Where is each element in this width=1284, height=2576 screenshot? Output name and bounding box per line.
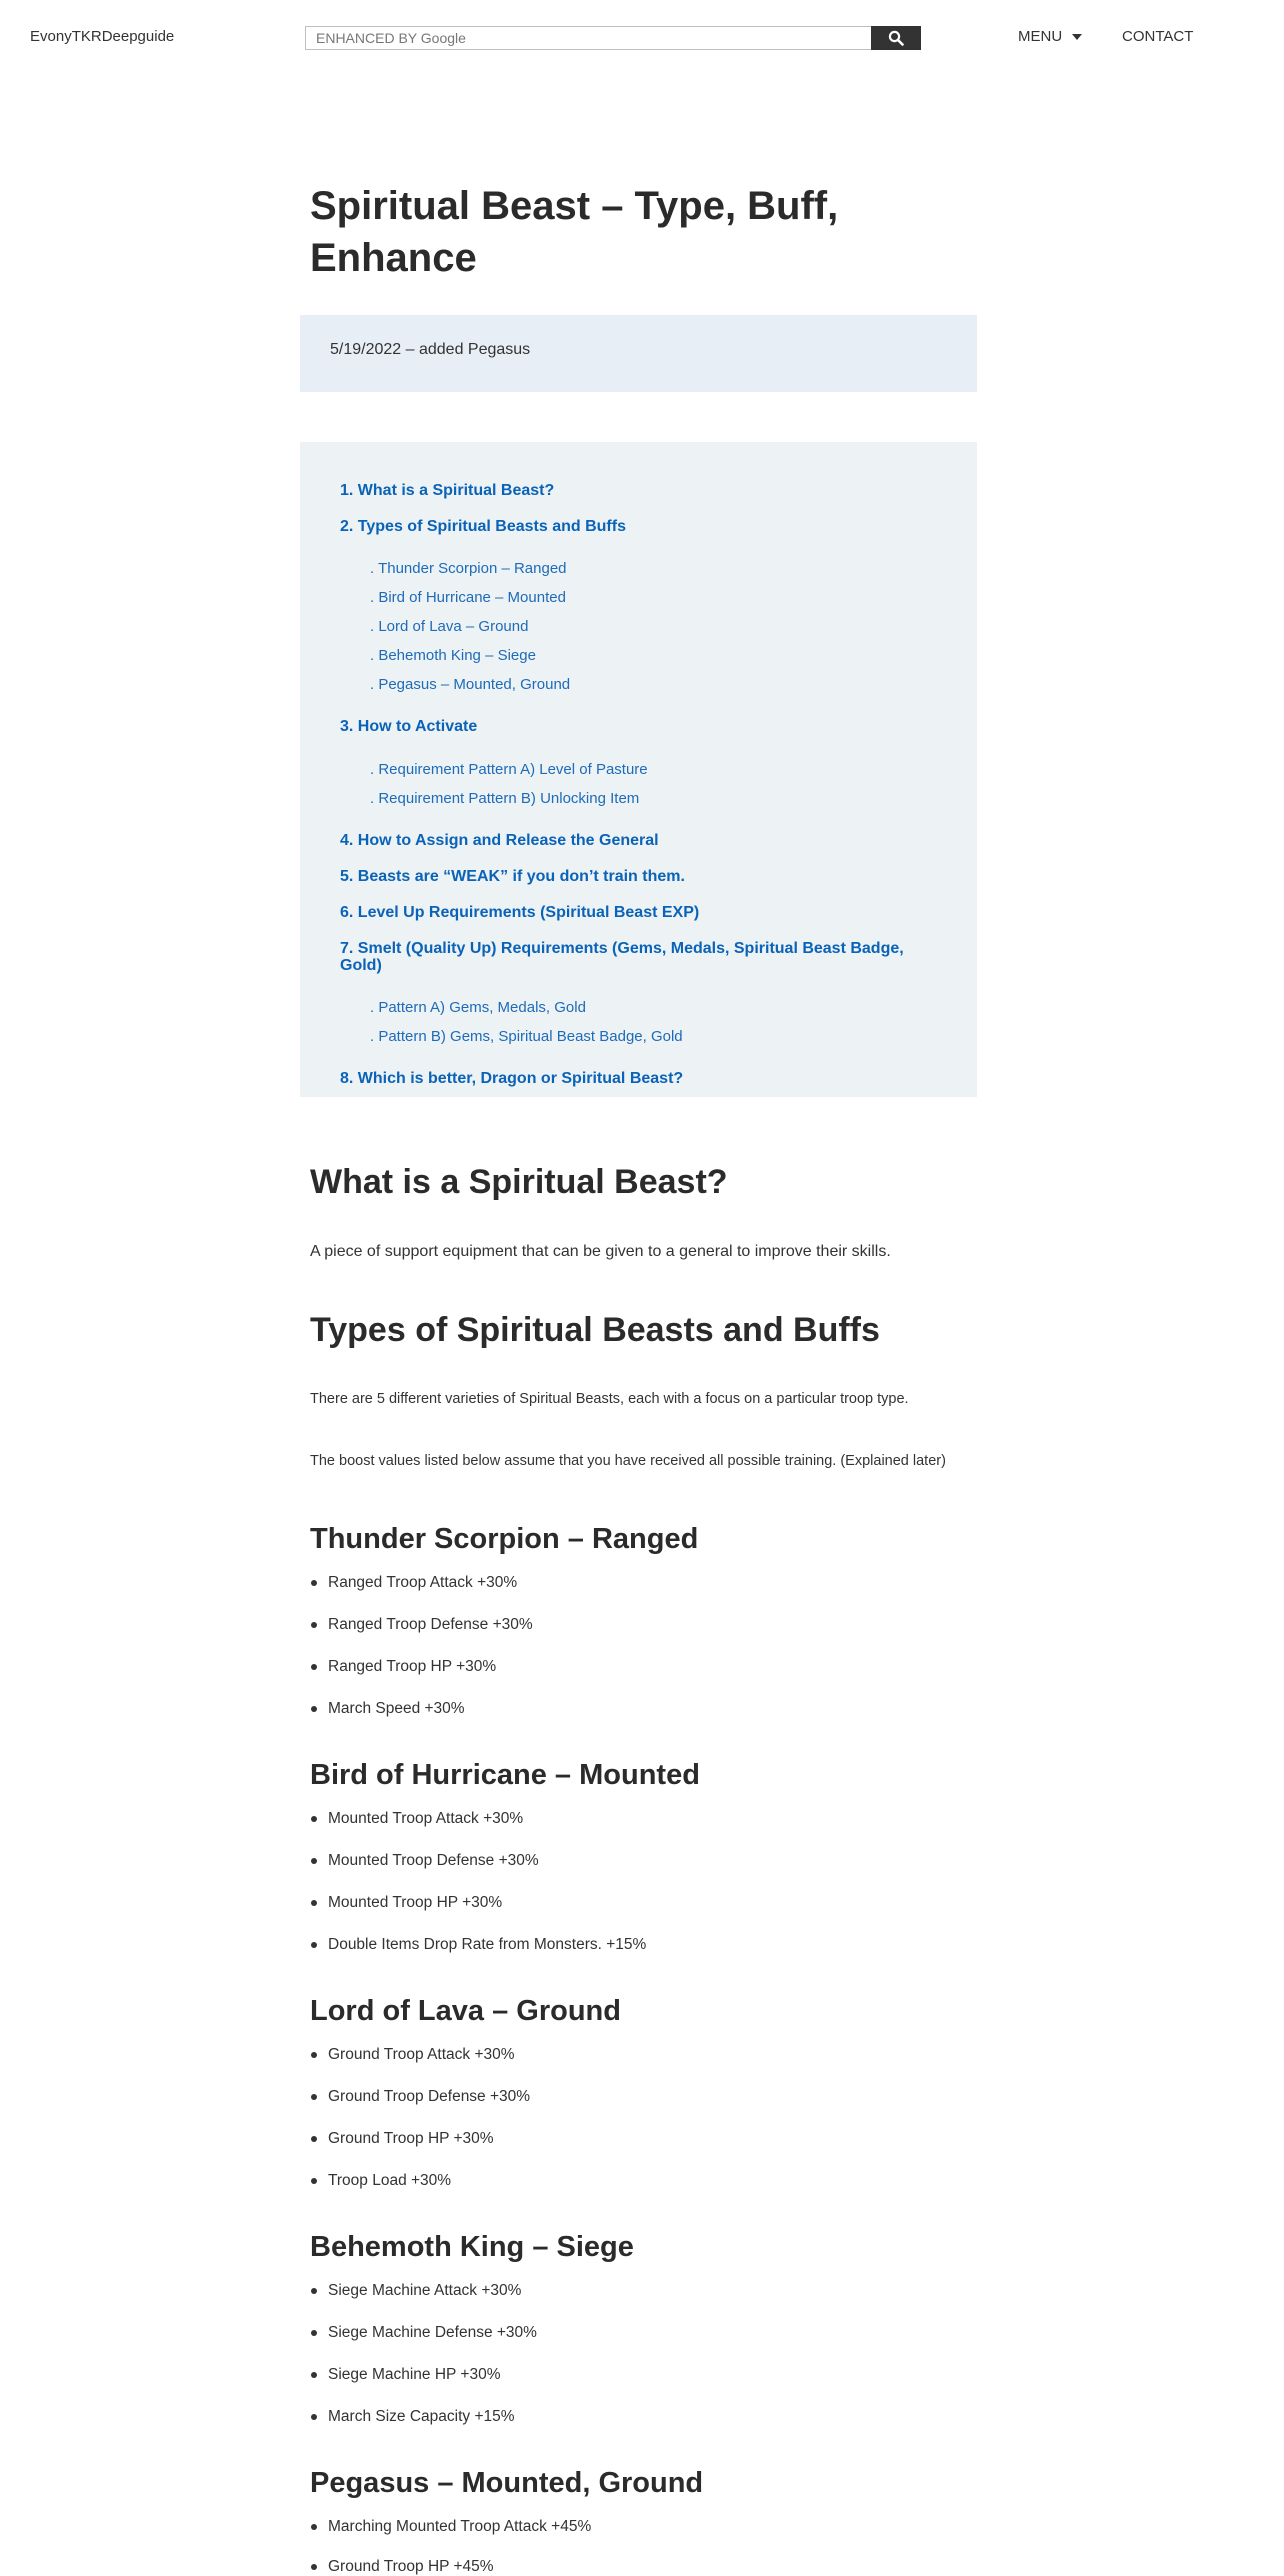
buff-item: Ground Troop HP +30%	[328, 2130, 494, 2147]
buff-item: March Speed +30%	[328, 1700, 465, 1717]
section-heading-types: Types of Spiritual Beasts and Buffs	[310, 1311, 880, 1349]
menu-label: MENU	[1018, 28, 1063, 45]
section-heading-what-is: What is a Spiritual Beast?	[310, 1163, 728, 1201]
contact-link[interactable]: CONTACT	[1122, 28, 1194, 45]
section-text-types-2: The boost values listed below assume that you have received all possible training. (Explained later)	[310, 1453, 946, 1469]
toc-sub-behemoth-king[interactable]: . Behemoth King – Siege	[370, 647, 536, 664]
buff-item: Siege Machine Attack +30%	[328, 2282, 522, 2299]
toc-item-assign-release[interactable]: 4. How to Assign and Release the General	[340, 832, 659, 849]
toc-sub-lord-of-lava[interactable]: . Lord of Lava – Ground	[370, 618, 529, 635]
buff-item: Siege Machine HP +30%	[328, 2366, 501, 2383]
toc-sub-pattern-a[interactable]: . Requirement Pattern A) Level of Pasture	[370, 761, 648, 778]
toc-item-beasts-weak[interactable]: 5. Beasts are “WEAK” if you don’t train them.	[340, 868, 685, 885]
buff-item: Double Items Drop Rate from Monsters. +15%	[328, 1936, 647, 1953]
menu-dropdown[interactable]	[1018, 28, 1082, 45]
toc-item-types[interactable]: 2. Types of Spiritual Beasts and Buffs	[340, 518, 626, 535]
toc-item-level-up[interactable]: 6. Level Up Requirements (Spiritual Beast EXP)	[340, 904, 700, 921]
buff-item: Siege Machine Defense +30%	[328, 2324, 537, 2341]
buff-item: Mounted Troop Attack +30%	[328, 1810, 524, 1827]
buff-item: Ranged Troop Attack +30%	[328, 1574, 518, 1591]
buff-item: Mounted Troop Defense +30%	[328, 1852, 539, 1869]
site-title[interactable]: EvonyTKRDeepguide	[30, 28, 175, 45]
toc-item-dragon-vs-beast[interactable]: 8. Which is better, Dragon or Spiritual Beast?	[340, 1070, 684, 1087]
toc-sub-pattern-b[interactable]: . Requirement Pattern B) Unlocking Item	[370, 790, 640, 807]
toc-item-how-to-activate[interactable]: 3. How to Activate	[340, 718, 478, 735]
beast-heading-behemoth-king: Behemoth King – Siege	[310, 2231, 634, 2263]
update-notice-text: 5/19/2022 – added Pegasus	[330, 341, 531, 358]
toc-sub-thunder-scorpion[interactable]: . Thunder Scorpion – Ranged	[370, 560, 567, 577]
toc-sub-bird-of-hurricane[interactable]: . Bird of Hurricane – Mounted	[370, 589, 566, 606]
page-title-line2: Enhance	[310, 236, 477, 280]
toc-item-smelt[interactable]	[340, 940, 960, 974]
beast-heading-bird-of-hurricane: Bird of Hurricane – Mounted	[310, 1759, 700, 1791]
beast-heading-pegasus: Pegasus – Mounted, Ground	[310, 2467, 704, 2499]
buff-item: Ground Troop HP +45%	[328, 2558, 494, 2575]
buff-item: March Size Capacity +15%	[328, 2408, 515, 2425]
toc-item-smelt-line1: 7. Smelt (Quality Up) Requirements (Gems, Medals, Spiritual Beast Badge,	[340, 940, 904, 957]
section-text-types-1: There are 5 different varieties of Spiritual Beasts, each with a focus on a particular troop type.	[310, 1391, 909, 1407]
caret-down-icon	[1072, 34, 1082, 40]
update-notice	[300, 315, 977, 392]
beast-heading-lord-of-lava: Lord of Lava – Ground	[310, 1995, 621, 2027]
toc-sub-smelt-pattern-a[interactable]: . Pattern A) Gems, Medals, Gold	[370, 999, 586, 1016]
buff-item: Ground Troop Attack +30%	[328, 2046, 515, 2063]
search-input[interactable]	[305, 26, 871, 50]
site-header	[0, 0, 1284, 76]
buff-item: Mounted Troop HP +30%	[328, 1894, 503, 1911]
buff-item: Ranged Troop HP +30%	[328, 1658, 497, 1675]
search-button[interactable]	[871, 26, 921, 50]
buff-item: Marching Mounted Troop Attack +45%	[328, 2518, 592, 2535]
toc-item-smelt-line2: Gold)	[340, 957, 382, 974]
search-bar	[305, 26, 921, 50]
search-icon	[888, 30, 904, 46]
page-title-line1: Spiritual Beast – Type, Buff,	[310, 184, 839, 228]
buff-item: Troop Load +30%	[328, 2172, 452, 2189]
section-text-what-is: A piece of support equipment that can be given to a general to improve their skills.	[310, 1243, 891, 1260]
buff-item: Ranged Troop Defense +30%	[328, 1616, 533, 1633]
toc-item-what-is[interactable]: 1. What is a Spiritual Beast?	[340, 482, 555, 499]
page-title	[310, 180, 970, 284]
toc-sub-pegasus[interactable]: . Pegasus – Mounted, Ground	[370, 676, 571, 693]
beast-heading-thunder-scorpion: Thunder Scorpion – Ranged	[310, 1523, 699, 1555]
toc-sub-smelt-pattern-b[interactable]: . Pattern B) Gems, Spiritual Beast Badge, Gold	[370, 1028, 683, 1045]
buff-item: Ground Troop Defense +30%	[328, 2088, 531, 2105]
table-of-contents	[300, 442, 977, 1097]
